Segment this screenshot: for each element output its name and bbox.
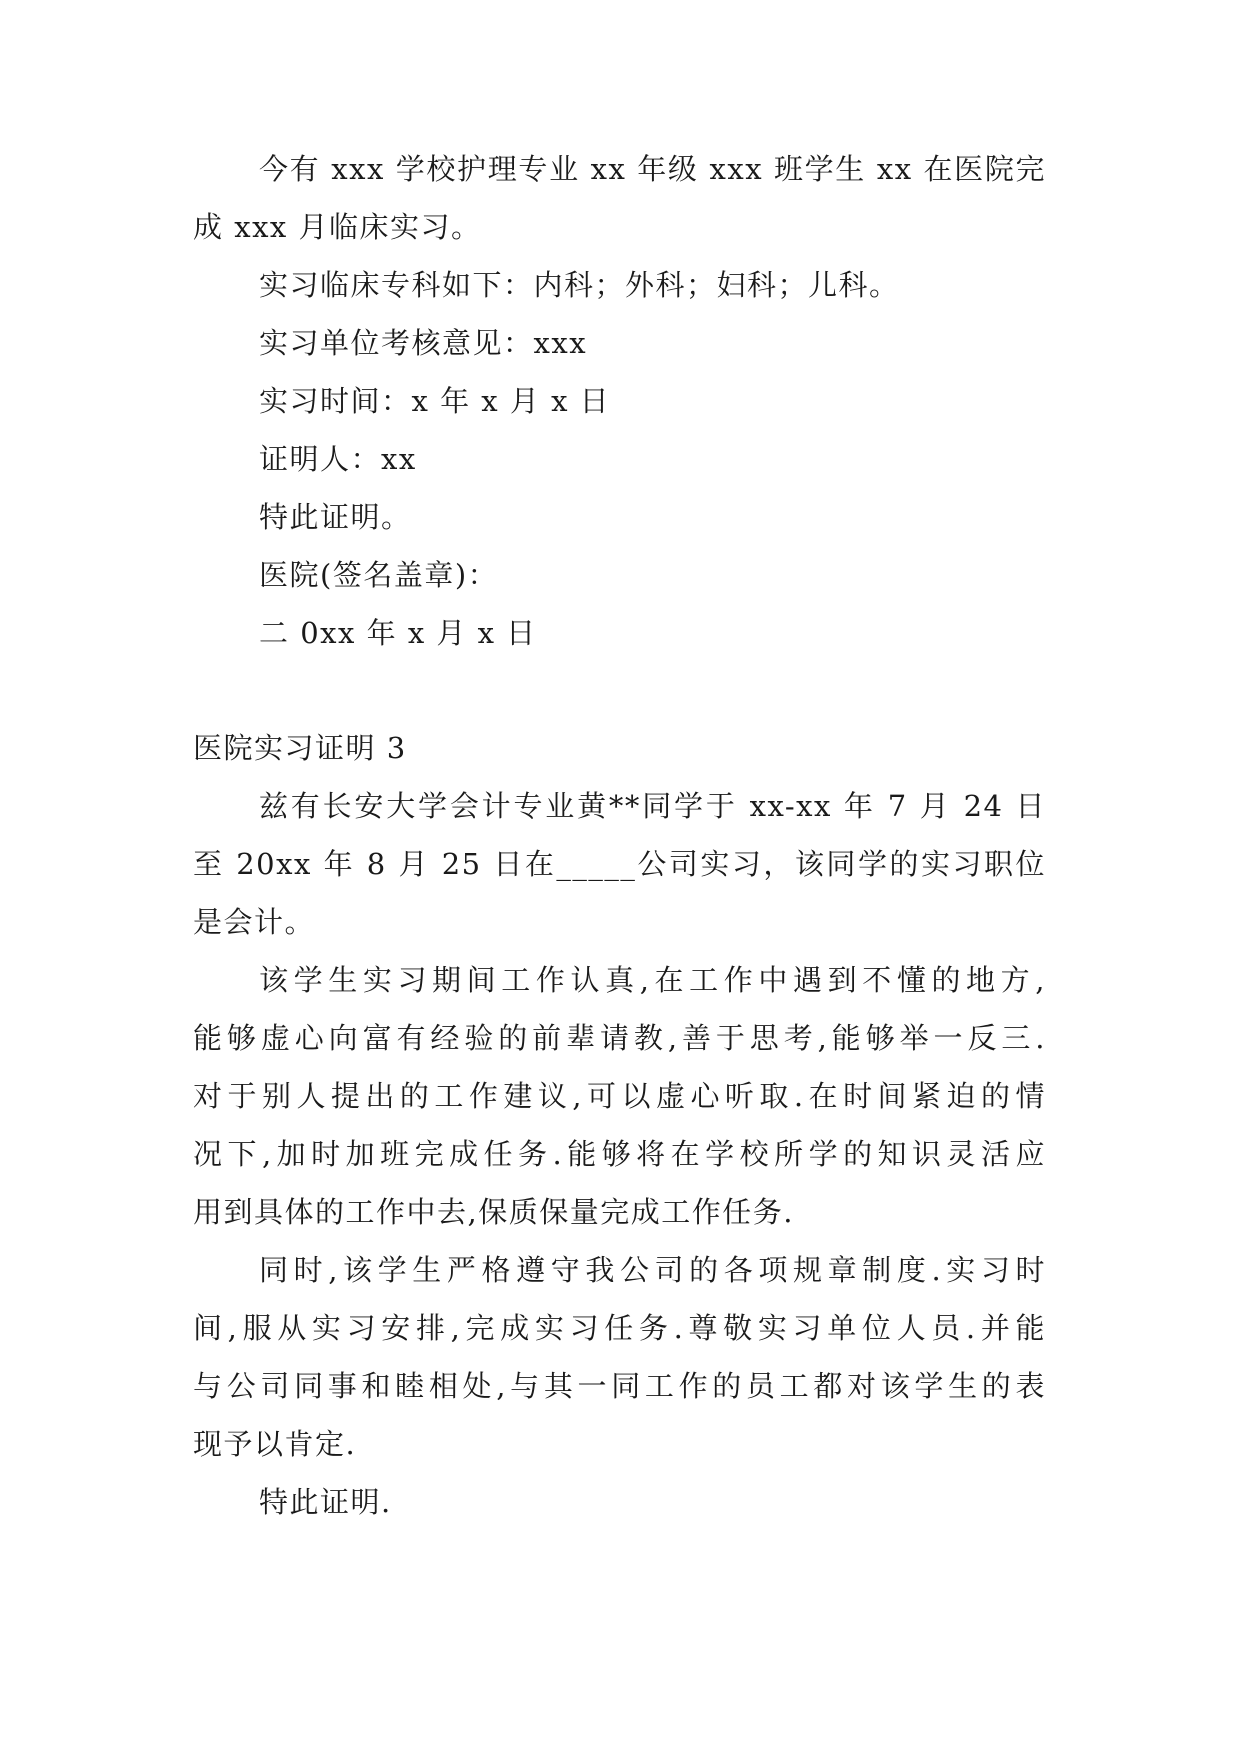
paragraph-line: 与公司同事和睦相处,与其一同工作的员工都对该学生的表	[193, 1369, 1046, 1403]
paragraph-line: 至 20xx 年 8 月 25 日在_____公司实习，该同学的实习职位	[193, 847, 1046, 881]
paragraph-line: 医院(签名盖章)：	[259, 558, 499, 592]
paragraph-line: 兹有长安大学会计专业黄**同学于 xx-xx 年 7 月 24 日	[259, 789, 1046, 823]
paragraph-line: 证明人：xx	[259, 442, 417, 476]
paragraph-line: 能够虚心向富有经验的前辈请教,善于思考,能够举一反三.	[193, 1021, 1046, 1055]
paragraph-line: 现予以肯定.	[193, 1427, 357, 1461]
paragraph-line: 特此证明。	[259, 500, 412, 534]
section-heading: 医院实习证明 3	[193, 731, 407, 765]
paragraph-line: 实习时间：x 年 x 月 x 日	[259, 384, 611, 418]
paragraph-line: 况下,加时加班完成任务.能够将在学校所学的知识灵活应	[193, 1137, 1046, 1171]
paragraph-line: 实习单位考核意见：xxx	[259, 326, 588, 360]
paragraph-line: 是会计。	[193, 905, 316, 939]
paragraph-line: 特此证明.	[259, 1485, 392, 1519]
paragraph-line: 二 0xx 年 x 月 x 日	[259, 616, 537, 650]
paragraph-line: 今有 xxx 学校护理专业 xx 年级 xxx 班学生 xx 在医院完	[259, 152, 1046, 186]
paragraph-line: 用到具体的工作中去,保质保量完成工作任务.	[193, 1195, 794, 1229]
paragraph-line: 实习临床专科如下：内科；外科；妇科；儿科。	[259, 268, 900, 302]
paragraph-line: 成 xxx 月临床实习。	[193, 210, 482, 244]
paragraph-line: 对于别人提出的工作建议,可以虚心听取.在时间紧迫的情	[193, 1079, 1046, 1113]
paragraph-line: 同时,该学生严格遵守我公司的各项规章制度.实习时	[259, 1253, 1046, 1287]
paragraph-line: 该学生实习期间工作认真,在工作中遇到不懂的地方,	[259, 963, 1046, 997]
paragraph-line: 间,服从实习安排,完成实习任务.尊敬实习单位人员.并能	[193, 1311, 1046, 1345]
